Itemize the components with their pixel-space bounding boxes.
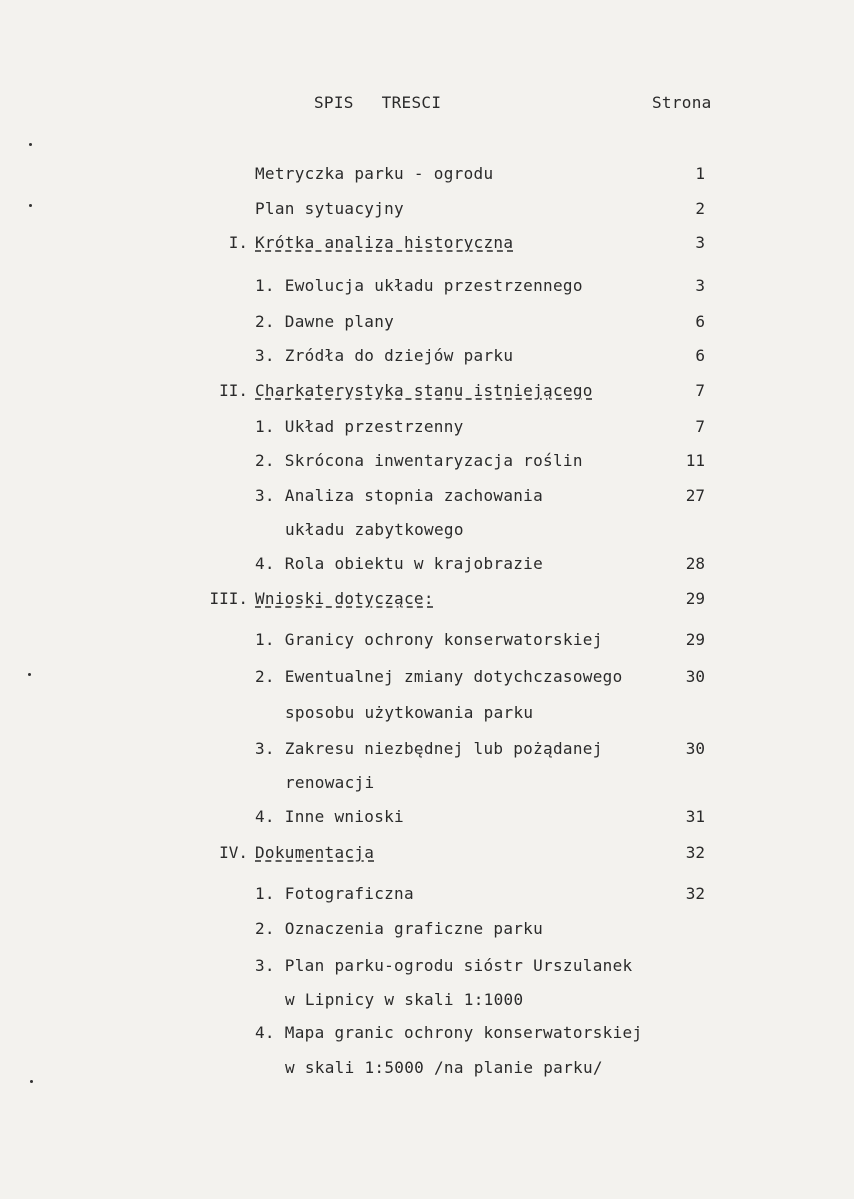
toc-entry-label: 2. Dawne plany [255, 312, 395, 331]
section-heading: Dokumentacja [255, 843, 375, 862]
section-heading: Wnioski dotyczące: [255, 589, 434, 608]
toc-entry-label: 4. Inne wnioski [255, 807, 404, 826]
toc-entry-label: 1. Granicy ochrony konserwatorskiej [255, 630, 603, 649]
page-number: 3 [695, 276, 705, 295]
page-number: 28 [685, 554, 705, 573]
section-heading: Charkaterystyka stanu istniejącego [255, 381, 593, 400]
scan-speck [30, 1080, 33, 1083]
page-number: 30 [685, 667, 705, 686]
toc-entry-label: 2. Ewentualnej zmiany dotychczasowego [255, 667, 623, 686]
toc-entry-label: w Lipnicy w skali 1:1000 [285, 990, 524, 1009]
toc-entry-label: układu zabytkowego [285, 520, 464, 539]
document-title: SPIS TRESCI [314, 93, 442, 112]
page-number: 32 [685, 843, 705, 862]
toc-entry-label: Metryczka parku - ogrodu [255, 164, 494, 183]
toc-entry-label: 3. Analiza stopnia zachowania [255, 486, 544, 505]
page-number: 7 [695, 381, 705, 400]
toc-entry-label: 1. Ewolucja układu przestrzennego [255, 276, 583, 295]
page-number: 7 [695, 417, 705, 436]
scan-speck [29, 204, 32, 207]
toc-entry-label: 4. Mapa granic ochrony konserwatorskiej [255, 1023, 643, 1042]
page-number: 29 [685, 589, 705, 608]
page-number: 3 [695, 233, 705, 252]
page-number: 1 [695, 164, 705, 183]
toc-entry-label: renowacji [285, 773, 375, 792]
section-number: II. [219, 381, 248, 400]
toc-entry-label: 3. Zródła do dziejów parku [255, 346, 514, 365]
page-column-label: Strona [652, 93, 712, 112]
toc-entry-label: 3. Plan parku-ogrodu sióstr Urszulanek [255, 956, 633, 975]
section-number: III. [209, 589, 248, 608]
toc-entry-label: sposobu użytkowania parku [285, 703, 534, 722]
page-number: 30 [685, 739, 705, 758]
page-number: 11 [685, 451, 705, 470]
page-number: 32 [685, 884, 705, 903]
toc-entry-label: Plan sytuacyjny [255, 199, 404, 218]
page-number: 6 [695, 312, 705, 331]
toc-entry-label: w skali 1:5000 /na planie parku/ [285, 1058, 603, 1077]
page-number: 27 [685, 486, 705, 505]
toc-entry-label: 4. Rola obiektu w krajobrazie [255, 554, 544, 573]
section-number: IV. [219, 843, 248, 862]
page-number: 29 [685, 630, 705, 649]
toc-entry-label: 2. Skrócona inwentaryzacja roślin [255, 451, 583, 470]
section-heading: Krótka analiza historyczna [255, 233, 514, 252]
toc-entry-label: 3. Zakresu niezbędnej lub pożądanej [255, 739, 603, 758]
page-number: 31 [685, 807, 705, 826]
toc-entry-label: 1. Układ przestrzenny [255, 417, 464, 436]
toc-entry-label: 2. Oznaczenia graficzne parku [255, 919, 544, 938]
page-number: 6 [695, 346, 705, 365]
section-number: I. [228, 233, 248, 252]
scan-speck [29, 143, 32, 146]
page-number: 2 [695, 199, 705, 218]
toc-entry-label: 1. Fotograficzna [255, 884, 414, 903]
scan-speck [28, 673, 31, 676]
